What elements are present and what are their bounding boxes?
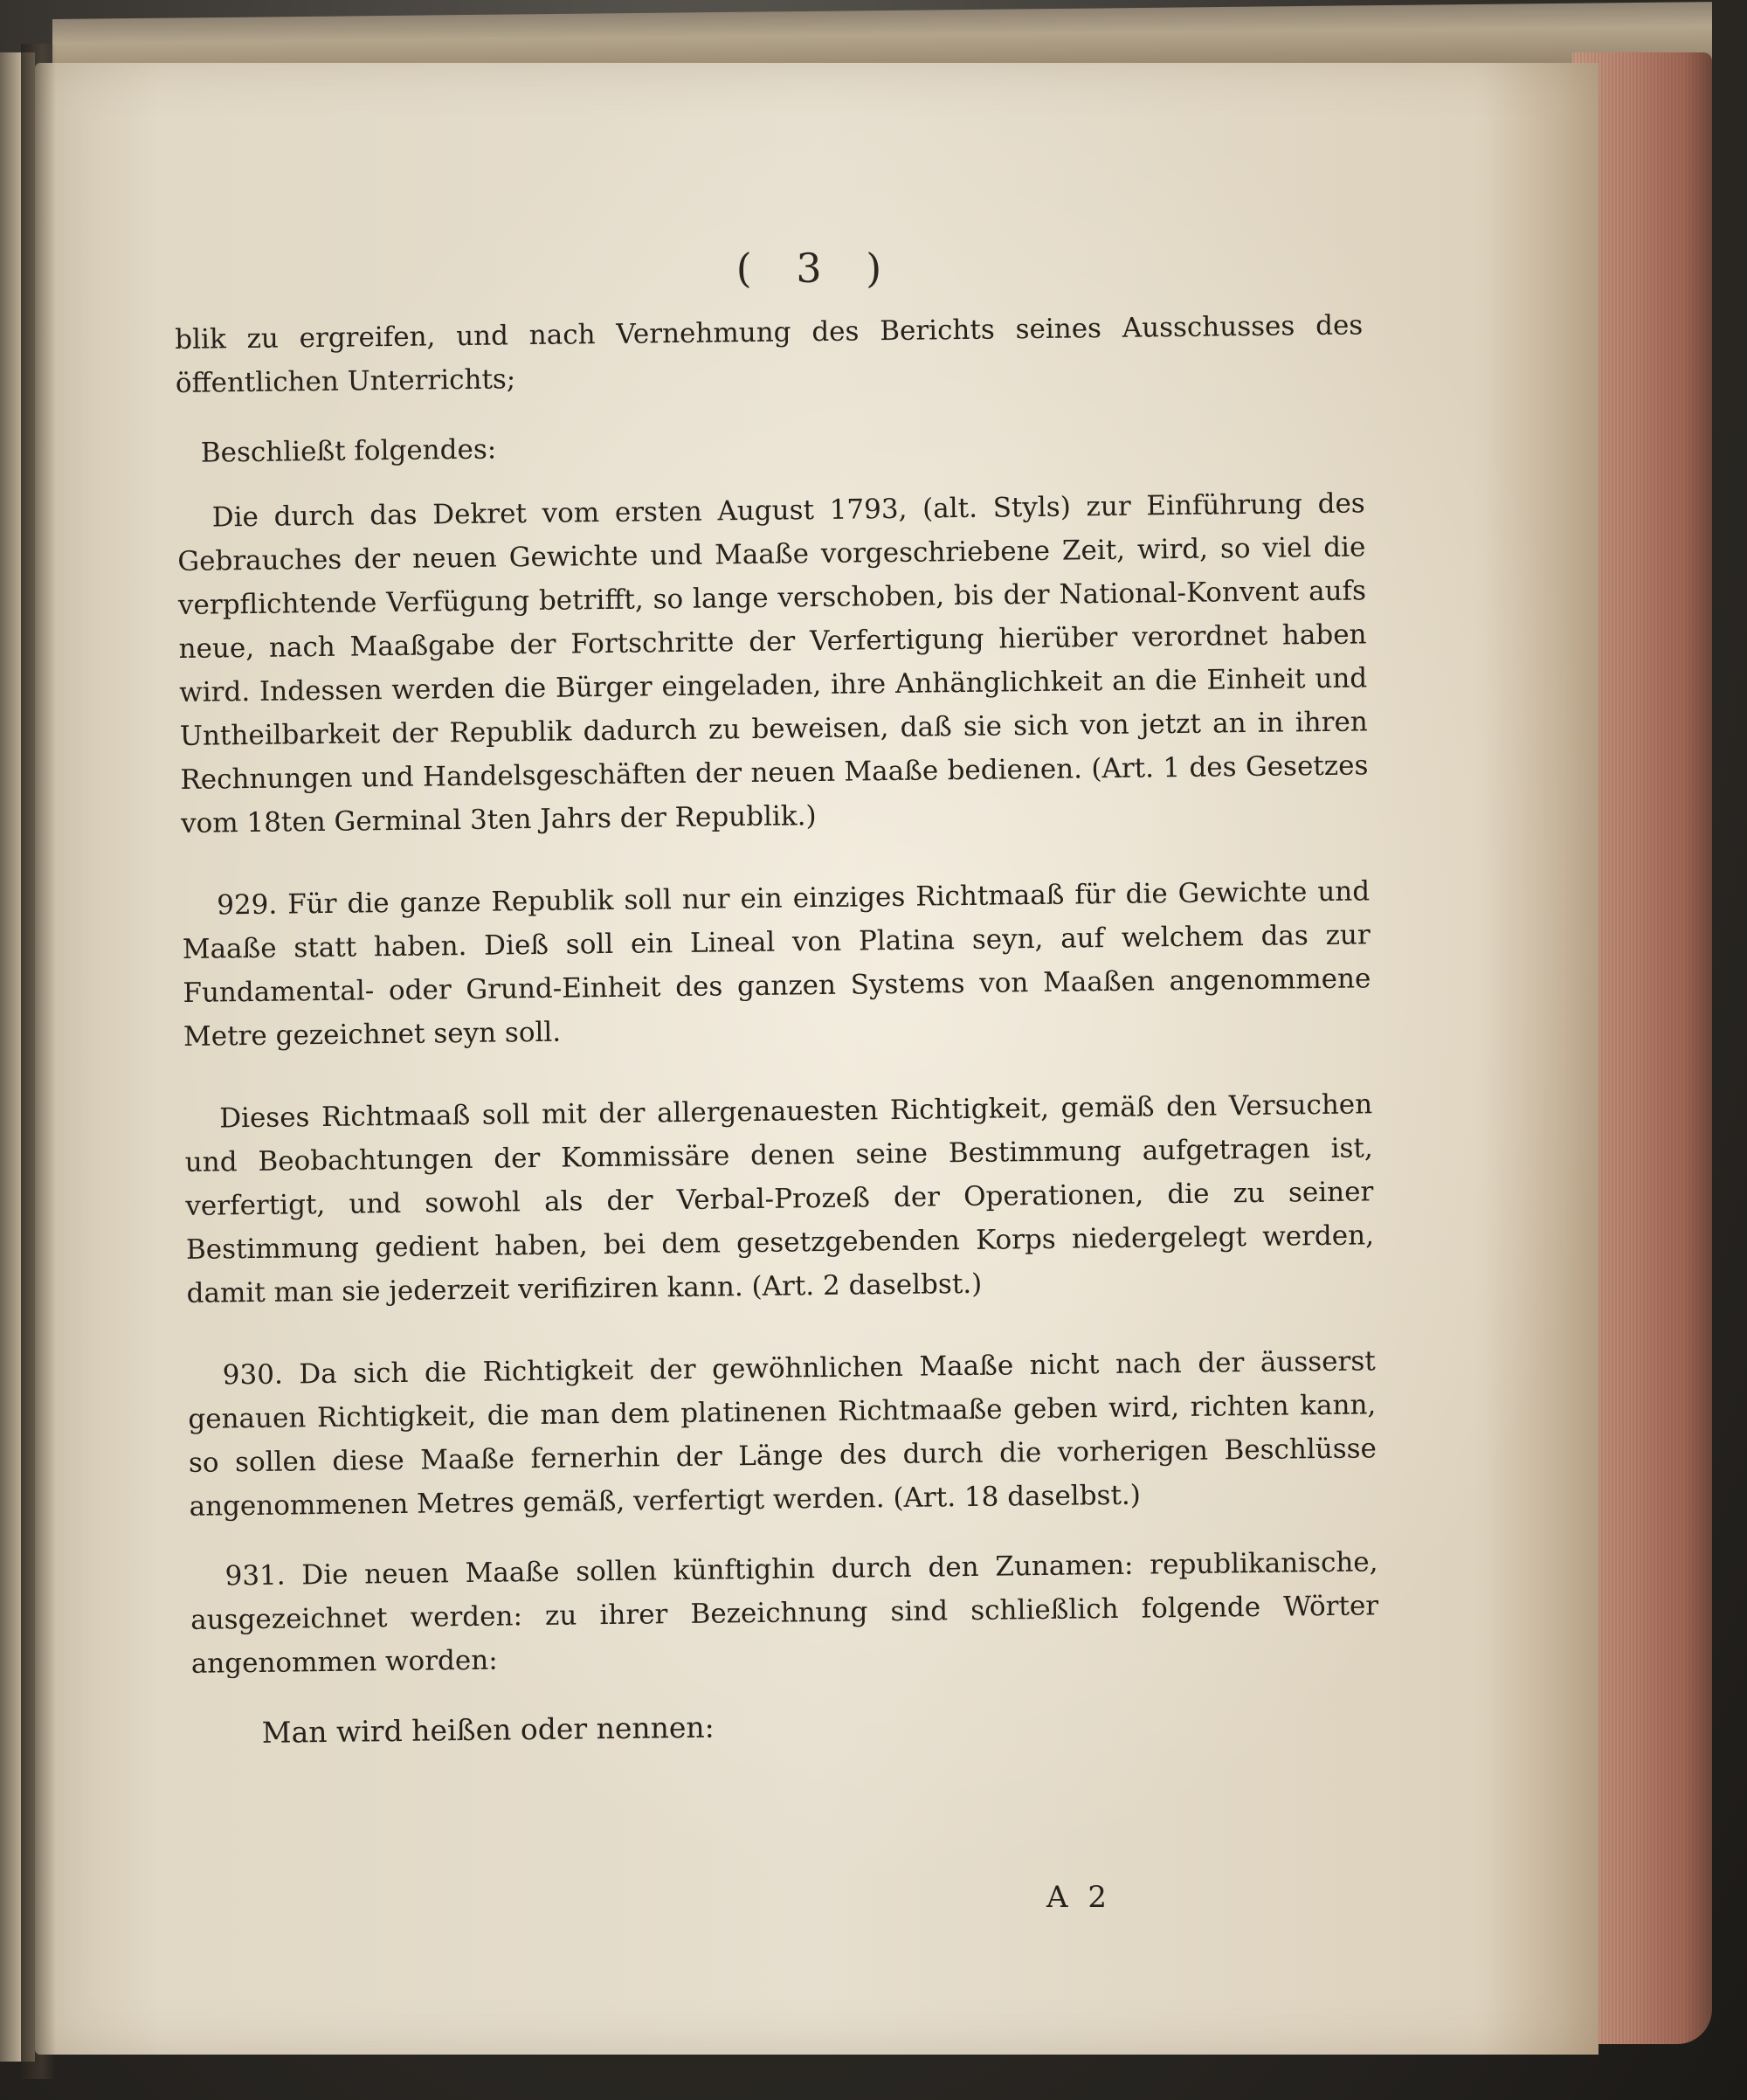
body-text [175,303,1380,1755]
book-gutter [21,44,56,2079]
paragraph-decree: Die durch das Dekret vom ersten August 1793, (alt. Styls) zur Einführung des Gebrauches der neuen Gewichte und Maaße vorgeschriebene Zeit, wird, so viel die verpflichtende Verfügung betrifft, so lange verschoben, bis der National-Konvent aufs neue, nach Maaßgabe der Fortschritte der Verfertigung hierüber verordnet haben wird. Indessen werden die Bürger eingeladen, ihre Anhänglichkeit an die Einheit und Untheilbarkeit der Republik dadurch zu beweisen, daß sie sich von jetzt an in ihren Rechnungen und Handelsgeschäften der neuen Maaße bedienen. (Art. 1 des Gesetzes vom 18ten Germinal 3ten Jahrs der Republik.) [177,487,1369,839]
paragraph-resolution: Beschließt folgendes: [200,433,497,469]
book-page [35,63,1599,2055]
paragraph-931: 931. Die neuen Maaße sollen künftighin durch den Zunamen: republikanische, ausgezeichnet werden: zu ihrer Bezeichnung sind schließlich folgende Wörter angenommen worden: [190,1546,1379,1680]
paragraph-continuation: blik zu ergreifen, und nach Vernehmung des Berichts seines Ausschusses des öffentlichen Unterrichts; [175,309,1364,399]
paragraph-richtmaass: Dieses Richtmaaß soll mit der allergenauesten Richtigkeit, gemäß den Versuchen und Beobachtungen der Kommissäre denen seine Bestimmung aufgetragen ist, verfertigt, und sowohl als der Verbal-Prozeß der Operationen, die zu seiner Bestimmung gedient haben, bei dem gesetzgebenden Korps niedergelegt werden, damit man sie jederzeit verifiziren kann. (Art. 2 daselbst.) [184,1088,1375,1309]
signature-mark: A 2 [1046,1880,1112,1915]
paragraph-929: 929. Für die ganze Republik soll nur ein einziges Richtmaaß für die Gewichte und Maaße statt haben. Dieß soll ein Lineal von Platina seyn, auf welchem das zur Fundamental- oder Grund-Einheit des ganzen Systems von Maaßen angenommene Metre gezeichnet seyn soll. [182,875,1371,1053]
paragraph-lead-in: Man wird heißen oder nennen: [261,1710,715,1750]
page-number-header: ( 3 ) [735,245,898,292]
paragraph-930: 930. Da sich die Richtigkeit der gewöhnlichen Maaße nicht nach der äusserst genauen Richtigkeit, die man dem platinenen Richtmaaße geben wird, richten kann, so sollen diese Maaße fernerhin der Länge des durch die vorherigen Beschlüsse angenommenen Metres gemäß, verfertigt werden. (Art. 18 daselbst.) [188,1345,1378,1523]
